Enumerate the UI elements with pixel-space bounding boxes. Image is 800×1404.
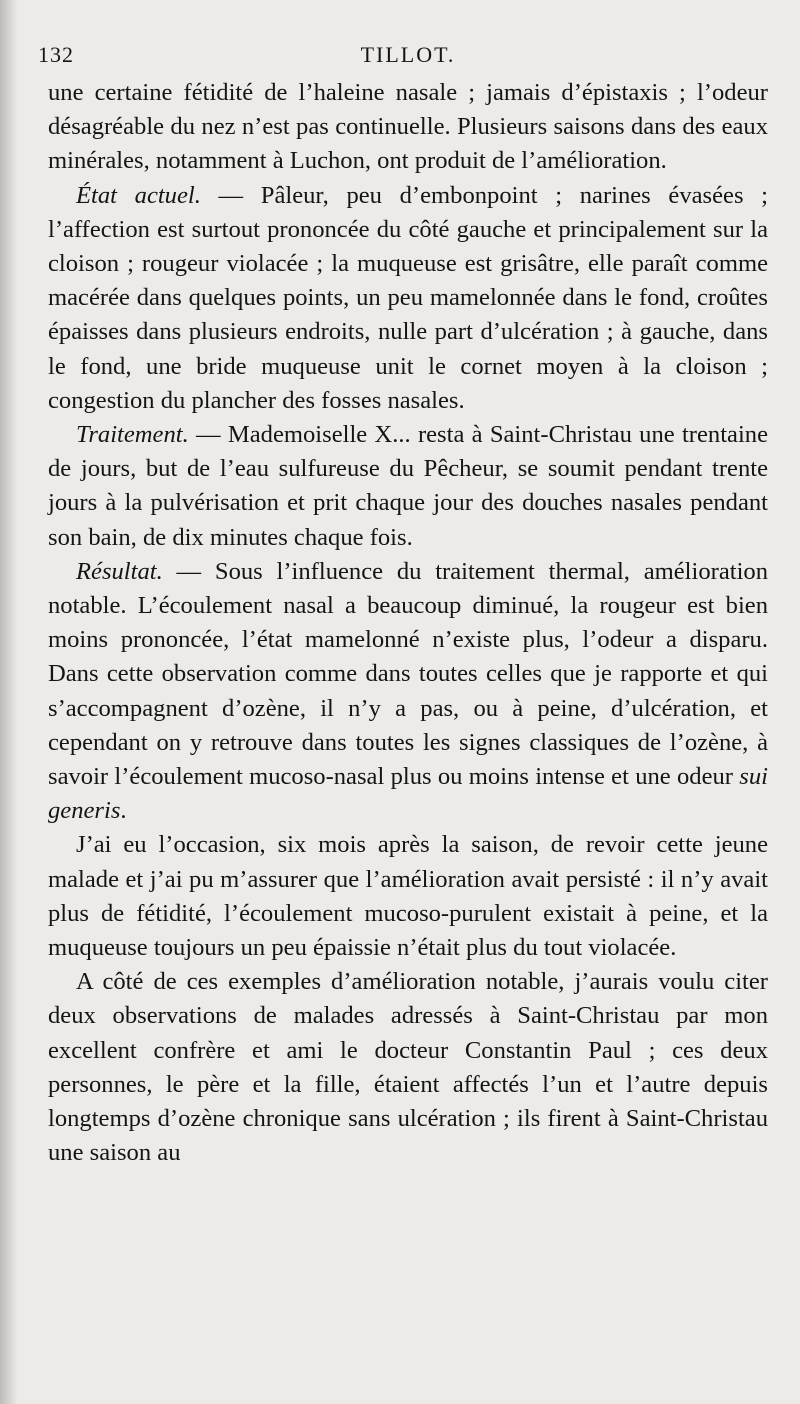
paragraph-text: — Sous l’influence du traitement thermal, amélioration notable. L’écoulement nasal a beaucoup diminué, la rougeur est bien moins prononcée, l’état mamelonné n’existe plus, l’odeur a disparu. Dans cette observation comme dans toutes celles que je rapporte et qui s’accompagnent d’ozène, il n’y a pas, ou à peine, d’ulcération, et cependant on y retrouve dans toutes les signes classiques de l’ozène, à savoir l’écoulement mucoso-nasal plus ou moins intense et une odeur bbox=[48, 557, 768, 791]
section-lead-resultat: Résultat. bbox=[76, 557, 163, 585]
paragraph-continuation: une certaine fétidité de l’haleine nasale ; jamais d’épistaxis ; l’odeur désagréable du nez n’est pas continuelle. Plusieurs saisons dans des eaux minérales, notamment à Luchon, ont produit de l’amélioration. bbox=[48, 79, 768, 175]
body-text bbox=[48, 76, 768, 1171]
page-header bbox=[38, 36, 768, 76]
paragraph-text: — Pâleur, peu d’embonpoint ; narines évasées ; l’affection est surtout prononcée du côté gauche et principalement sur la cloison ; rougeur violacée ; la muqueuse est grisâtre, elle paraît comme macérée dans quelques points, un peu mamelonnée dans le fond, croûtes épaisses dans plusieurs endroits, nulle part d’ulcération ; à gauche, dans le fond, une bride muqueuse unit le cornet moyen à la cloison ; congestion du plancher des fosses nasales. bbox=[48, 181, 768, 414]
latin-phrase: sui generis bbox=[48, 763, 768, 825]
section-lead-traitement: Traitement. bbox=[76, 421, 189, 449]
paragraph-follow-up: J’ai eu l’occasion, six mois après la saison, de revoir cette jeune malade et j’ai pu m’assurer que l’amélioration avait persisté : il n’y avait plus de fétidité, l’écoulement mucoso-purulent existait à peine, et la muqueuse toujours un peu épaissie n’était plus du tout violacée. bbox=[48, 831, 768, 962]
page-number: 132 bbox=[38, 42, 74, 67]
paragraph-resultat bbox=[48, 555, 768, 829]
paragraph-text: . bbox=[120, 797, 127, 825]
running-title: TILLOT. bbox=[360, 42, 456, 67]
paragraph-text: — Mademoiselle X... resta à Saint-Christau une trentaine de jours, but de l’eau sulfureuse du Pêcheur, se soumit pendant trente jours à la pulvérisation et prit chaque jour des douches nasales pendant son bain, de dix minutes chaque fois. bbox=[48, 421, 768, 551]
paragraph-traitement bbox=[48, 418, 768, 555]
paragraph-other-cases: A côté de ces exemples d’amélioration notable, j’aurais voulu citer deux observations de malades adressés à Saint-Christau par mon excellent confrère et ami le docteur Constantin Paul ; ces deux personnes, le père et la fille, étaient affectés l’un et l’autre depuis longtemps d’ozène chronique sans ulcération ; ils firent à Saint-Christau une saison au bbox=[48, 968, 768, 1167]
paragraph-etat-actuel bbox=[48, 179, 768, 418]
section-lead-etat-actuel: État actuel. bbox=[76, 181, 201, 209]
